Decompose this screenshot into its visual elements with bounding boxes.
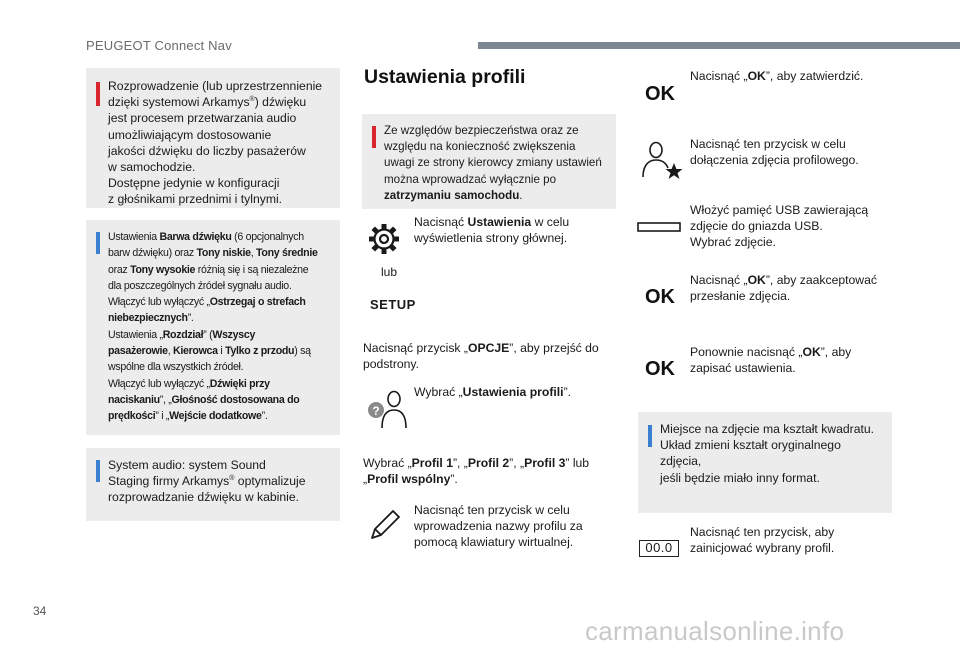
warning-mark xyxy=(96,82,100,106)
section-title: Ustawienia profili xyxy=(364,66,526,88)
warning-box-safety xyxy=(362,114,616,209)
setup-button-label: SETUP xyxy=(370,297,416,312)
step-confirm: Nacisnąć „OK”, aby zatwierdzić. xyxy=(690,69,864,83)
profile-photo-icon xyxy=(640,140,684,180)
step-insert-usb: Włożyć pamięć USB zawierającą zdjęcie do gniazda USB. Wybrać zdjęcie. xyxy=(690,203,869,250)
pencil-icon xyxy=(368,508,402,542)
info-box-text: System audio: system Sound Staging firmy Arkamys® optymalizuje rozprowadzanie dźwięku w kabinie. xyxy=(108,458,306,505)
info-box-distribution xyxy=(86,68,340,208)
profile-help-icon xyxy=(366,388,408,430)
info-box-sound-staging xyxy=(86,448,340,521)
page-number: 34 xyxy=(33,604,47,618)
info-mark xyxy=(96,460,100,482)
ok-button-icon: OK xyxy=(645,83,675,105)
info-mark xyxy=(648,425,652,447)
usb-slot-icon xyxy=(637,222,681,232)
header-title: PEUGEOT Connect Nav xyxy=(86,38,232,53)
step-options: Nacisnąć przycisk „OPCJE”, aby przejść do podstrony. xyxy=(363,341,599,372)
watermark: carmanualsonline.info xyxy=(585,616,845,646)
step-accept-photo: Nacisnąć „OK”, aby zaakceptować przesłanie zdjęcia. xyxy=(690,273,877,304)
reset-counter-icon: 00.0 xyxy=(639,540,679,557)
or-label: lub xyxy=(381,265,398,279)
header-bar xyxy=(478,42,960,49)
ok-button-icon: OK xyxy=(645,358,675,380)
info-box-text: Ustawienia Barwa dźwięku (6 opcjonalnych barw dźwięku) oraz Tony niskie, Tony średnie oraz Tony wysokie różnią się i są niezależne dla poszczególnych źródeł sygnału audio. Włączyć lub wyłączyć „Ostrzegaj o strefach niebezpiecznych”. Ustawienia „Rozdział” (Wszyscy pasażerowie, Kierowca i Tylko z przodu) są wspólne dla wszystkich źródeł. Włączyć lub wyłączyć „Dźwięki przy naciskaniu”, „Głośność dostosowana do prędkości” i „Wejście dodatkowe”. xyxy=(108,231,318,423)
warning-mark xyxy=(372,126,376,148)
info-box-ambience xyxy=(86,220,340,435)
step-choose-profile: Wybrać „Profil 1”, „Profil 2”, „Profil 3” lub „Profil wspólny”. xyxy=(363,456,590,487)
info-box-text: Miejsce na zdjęcie ma kształt kwadratu. Układ zmieni kształt oryginalnego zdjęcia, jeśli będzie miało inny format. xyxy=(660,422,875,485)
ok-button-icon: OK xyxy=(645,286,675,308)
step-add-photo: Nacisnąć ten przycisk w celu dołączenia zdjęcia profilowego. xyxy=(690,137,859,168)
gear-icon xyxy=(367,222,401,256)
warning-box-text: Ze względów bezpieczeństwa oraz ze względu na konieczność zwiększenia uwagi ze strony kierowcy zmiany ustawień można wprowadzać wyłącznie po zatrzymaniu samochodu. xyxy=(384,124,602,202)
step-settings: Nacisnąć Ustawienia w celu wyświetlenia strony głównej. xyxy=(414,215,570,246)
step-enter-name: Nacisnąć ten przycisk w celu wprowadzenia nazwy profilu za pomocą klawiatury wirtualnej. xyxy=(414,503,583,550)
info-box-photo-format xyxy=(638,412,892,513)
step-profile-settings: Wybrać „Ustawienia profili”. xyxy=(414,385,572,399)
step-save-settings: Ponownie nacisnąć „OK”, aby zapisać ustawienia. xyxy=(690,345,852,376)
step-reset-profile: Nacisnąć ten przycisk, aby zainicjować wybrany profil. xyxy=(690,525,835,556)
svg-text:?: ? xyxy=(372,404,380,418)
info-mark xyxy=(96,232,100,254)
info-box-text: Rozprowadzenie (lub uprzestrzennienie dzięki systemowi Arkamys®) dźwięku jest procesem przetwarzania audio umożliwiającym dostosowanie jakości dźwięku do liczby pasażerów w samochodzie. Dostępne jedynie w konfiguracji z głośnikami przednimi i tylnymi. xyxy=(108,79,323,207)
